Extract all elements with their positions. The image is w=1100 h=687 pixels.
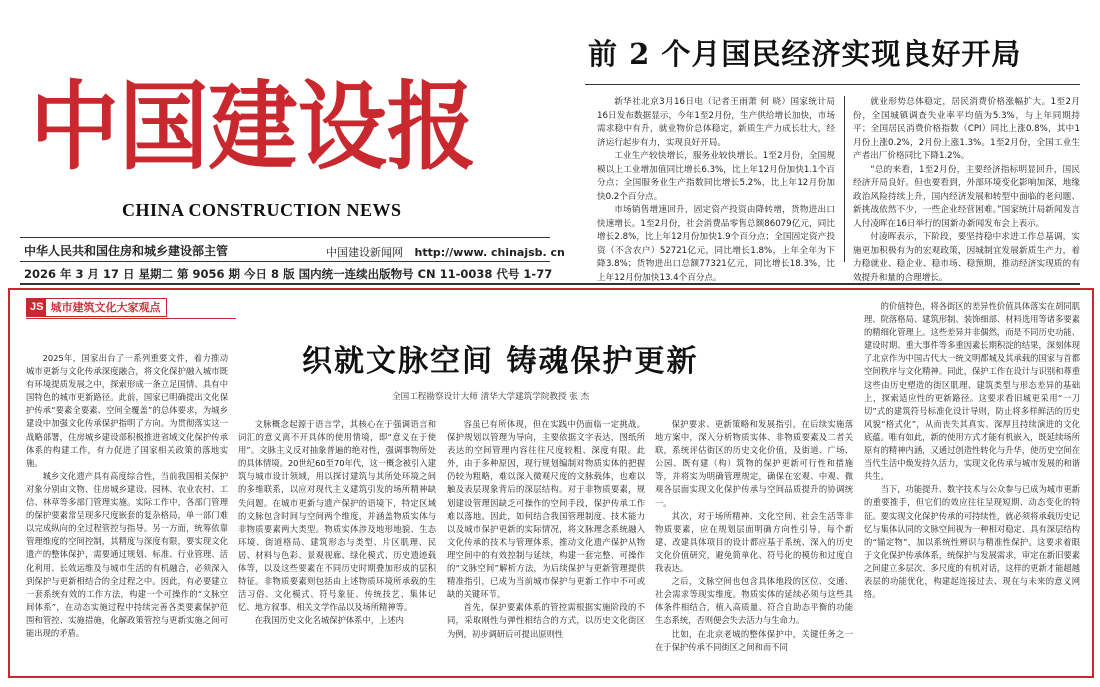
feature-col5-para-1: 的价值特色，将各街区的差异性价值具体落实在胡同肌理、院落格局、建筑形制、装饰细部、材料选用等诸多要素的精细化管理上。这些差异并非偶然，而是不同历史功能、建设时期、重大事件等多重因素长期积淀的结果，深刻体现了北京作为中国古代大一统文明都城及其承载的国家与首都空间秩序与文化精神。同此，保护工作在设计与识别和尊重这些由历史塑造的街区肌理、建筑类型与形态差异的基础上，探索适应性的更新路径。这要求看旧城更采用“一刀切”式的建筑符号标准化设计导则，防止将多样鲜活的历史风貌“格式化”，从而丧失其真实、深厚且持续演进的文化底蕴。唯有如此，新的使用方式才能有机嵌入，既延续场所原有的精神内涵，又通过创造性转化与升华，使历史空间在当代生活中焕发持久活力，实现文化传承与城市发展的和谐共生。 bbox=[864, 301, 1080, 482]
feature-col3-para-1: 容虽已有所体现，但在实践中仍面临一定挑战。保护规划以管理为导向，主要依据文字表达，图纸所表达的空间管理内容往往尺度较粗、深度有限。此外，由于多种原因，现行规划编制对物质实体的把握仍较为粗略，难以深入微观尺度的文脉载体，也难以触及表层现象背后的深层结构。对于非物质要素，规划建设管理因缺乏可操作的空间手段，保护传承工作难以落地。因此，如何结合我国管理制度、技术能力以及城市保护更新的实际情况，将文脉理念系统融入文化传承的技术与管理体系，推动文化遗产保护从物理空间中的有效控制与延续，构建一套完整、可操作的“文脉空间”解析方法，为后续保护与更新管理提供精准指引，已成为当前城市保护与更新工作中不可或缺的关键环节。 bbox=[447, 419, 645, 600]
feature-col1-para-1: 2025年，国家出台了一系列重要文件，着力推动城市更新与文化传承深度融合，将文化保护融入城市既有环境提质发展之中，探索形成一条立足国情、具有中国特色的城市更新路径。此前，国家已明确提出文化保护传承“要素全要素、空间全覆盖”的总体要求，为城乡建设中加强文化传承保护指明了方向。为贯彻落实这一战略部署，住房城乡建设部积极推进省域文化保护传承体系的构建工作，有力促进了国家相关政策的落地实施。 bbox=[26, 353, 228, 468]
issue-line: 2026 年 3 月 17 日 星期二 第 9056 期 今日 8 版 国内统一连续出版物号 CN 11-0038 代号 1-77 bbox=[24, 267, 553, 281]
feature-col1-para-2: 城乡文化遗产具有高度综合性，当前我国相关保护对象分别由文物、住房城乡建设、园林、农业农村、工信、林草等多部门管理实施。实际工作中，各部门管理的保护要素常呈现多尺度嵌套的复杂格局，单一部门难以完成纵向的全过程管控与指导。另一方面，统筹依靠管理维度的空间控制，其精度与深度有限，要实现文化遗产的整体保护，需要通过规划、标准、行业管理、活化利用、长效运维及与城市生活的有机融合，必须深入到保护与更新相结合的全过程之中。因此，有必要建立一套系统有效的工作方法，构建一个可操作的“文脉空间体系”，在动态实施过程中持续完善各类要素保护范围和管控、实施措施，化解政策管控与更新实施之间可能出现的矛盾。 bbox=[26, 470, 228, 638]
feature-title: 织就文脉空间 铸魂保护更新 bbox=[302, 344, 699, 379]
lead-column-1 bbox=[597, 96, 835, 283]
feature-article bbox=[8, 288, 1094, 678]
lead-col2-para-2: “总的来看，1至2月份，主要经济指标明显回升，国民经济开局良好。但也要看到，外部环境变化影响加深，地缘政治风险持续上升，国内经济发展和转型中面临的老问题、新挑战依然不少，一些企业经营困难。”国家统计局新闻发言人付凌晖在16日举行的国新办新闻发布会上表示。 bbox=[853, 164, 1080, 229]
website-name: 中国建设新闻网 bbox=[326, 246, 403, 259]
feature-col4-para-4: 比如，在北京老城的整体保护中，关键任务之一在于保护传承不同街区之间和而不同 bbox=[655, 628, 853, 652]
feature-col4-para-1: 保护要求、更新策略和发展指引，在后续实施落地方案中，深入分析物质实体、非物质要素及二者关联，系统评估街区的历史文化价值，及街道、广场、公园、既有建（构）筑物的保护更新可行性和措施等，并将实为明确管理规定，确保在宏观、中观、微观各层面实现文化保护传承与空间品质提升的协调统一。 bbox=[655, 419, 853, 508]
masthead-rule-middle bbox=[20, 261, 550, 262]
lead-col1-para-3: 市场销售增速回升，固定资产投资由降转增，货物进出口快速增长。1至2月份，社会消费品零售总额86079亿元，同比增长2.8%，比上年12月份加快1.9个百分点；全国固定资产投资（不含农户）52721亿元，同比增长1.8%，上年全年为下降3.8%；货物进出口总额77321亿元，同比增长18.3%，比上年12月份加快13.4个百分点。 bbox=[597, 205, 835, 283]
feature-column-4 bbox=[655, 418, 853, 672]
lead-col1-para-1: 新华社北京3月16日电（记者王雨萧 何 晓）国家统计局16日发布数据显示，今年1至2月份，生产供给增长加快，市场需求稳中有升，就业物价总体稳定，新质生产力成长壮大，经济运行起步有力，实现良好开局。 bbox=[597, 97, 835, 148]
feature-column-2 bbox=[238, 418, 436, 672]
lead-column-divider bbox=[844, 96, 845, 262]
masthead-rule-top bbox=[20, 237, 550, 238]
newspaper-logo-english: CHINA CONSTRUCTION NEWS bbox=[122, 200, 402, 220]
column-badge bbox=[26, 298, 167, 317]
website-line bbox=[326, 244, 565, 260]
newspaper-logo-text: 中国建设报 bbox=[30, 70, 476, 183]
newspaper-logo bbox=[30, 12, 480, 187]
feature-col4-para-3: 之后，文脉空间也包含具体地段的区位、交通、社会需求等现实维度。物质实体的延续必须与这些具体条件相结合，植入高质量、符合自助态平衡的功能生态系统，否则便会失去活力与生命力。 bbox=[655, 576, 853, 626]
feature-byline: 全国工程勘察设计大师 清华大学建筑学院教授 张 杰 bbox=[392, 392, 590, 402]
sponsor-line: 中华人民共和国住房和城乡建设部主管 bbox=[24, 244, 229, 258]
lead-column-2 bbox=[853, 96, 1080, 283]
lead-col2-para-3: 付凌晖表示，下阶段，要坚持稳中求进工作总基调，实施更加积极有为的宏观政策，因城制宜发展新质生产力，着力稳就业、稳企业、稳市场、稳预期，推动经济实现质的有效提升和量的合理增长。 bbox=[853, 232, 1080, 283]
feature-column-3 bbox=[447, 418, 645, 672]
website-url[interactable]: http://www. chinajsb. cn bbox=[414, 246, 565, 259]
feature-col3-para-2: 首先，保护要素体系的管控需根据实施阶段的不同，采取刚性与弹性相结合的方式，以历史文化街区为例，初步调研后可提出原则性 bbox=[447, 602, 645, 639]
feature-column-1 bbox=[26, 352, 228, 672]
lead-headline-rule bbox=[585, 84, 1080, 85]
masthead bbox=[0, 0, 1100, 285]
badge-rule bbox=[26, 318, 236, 319]
lead-headline: 前 2 个月国民经济实现良好开局 bbox=[588, 37, 1022, 71]
lead-col1-para-2: 工业生产较快增长，服务业较快增长。1至2月份，全国规模以上工业增加值同比增长6.3%，比上年12月份加快1.1个百分点；全国服务业生产指数同比增长5.2%，比上年12月份加快0.2个百分点。 bbox=[597, 151, 835, 202]
column-badge-code: JS bbox=[27, 299, 46, 316]
column-badge-label: 城市建筑文化大家观点 bbox=[50, 301, 161, 314]
feature-col5-para-2: 当下，功能提升、数字技术与公众参与已成为城市更新的重要推手，但它们的效应往往呈现短期、动态变化的特征。要实现文化保护传承的可持续性，就必须将承载历史记忆与集体认同的文脉空间视为一种相对稳定、具有深层结构的“锚定物”，加以系统性辨识与精准性保护。这要求着眼于文化保护传承体系，统保护与发展需求，审定在新旧要素之间建立多层次、多尺度的有机对话，这样的更新才能超越表层的功能优化，构建起连接过去、现在与未来的意义网络。 bbox=[864, 484, 1080, 600]
feature-col2-para-1: 文脉概念起源于语言学，其核心在于强调语言和词汇的意义离不开具体的使用情境，即“意义在于使用”。文脉主义反对抽象普遍的绝对性，强调事物所处的具体情境。20世纪60至70年代，这一概念被引入建筑与城市设计领域，用以探讨建筑与其所处环境之间的多维联系，以应对现代主义建筑引发的场所精神缺失问题。在城市更新与遗产保护的语境下，特定区域的文脉包含时间与空间两个维度，并涵盖物质实体与非物质要素两大类型。物质实体涉及地形地貌、生态环境、街道格局、建筑形态与类型、片区肌理、民居、材料与色彩、景观视廊、绿化模式、历史遗迹载体等，以及这些要素在不同历史时期叠加形成的层积特征。非物质要素则包括由上述物质环境所承载的生活习俗、文化模式、符号象征、传统技艺、集体记忆、地方叙事、相关文学作品以及场所精神等。 bbox=[238, 419, 436, 613]
feature-column-5 bbox=[864, 300, 1080, 672]
feature-col4-para-2: 其次，对于场所精神、文化空间、社会生活等非物质要素，应在规划层面明确方向性引导，每个新建、改建具体项目的设计都应基于系统、深入的历史文化价值研究，避免简单化、符号化的模仿和过度自我表达。 bbox=[655, 510, 853, 574]
lead-col2-para-1: 就业形势总体稳定，居民消费价格涨幅扩大。1至2月份，全国城镇调查失业率平均值为5.3%，与上年同期持平；全国居民消费价格指数（CPI）同比上涨0.8%，其中1月份上涨0.2%，2月份上涨1.3%。1至2月份，全国工业生产者出厂价格同比下降1.2%。 bbox=[853, 97, 1080, 161]
feature-col2-para-2: 在我国历史文化名城保护体系中，上述内 bbox=[254, 615, 404, 626]
